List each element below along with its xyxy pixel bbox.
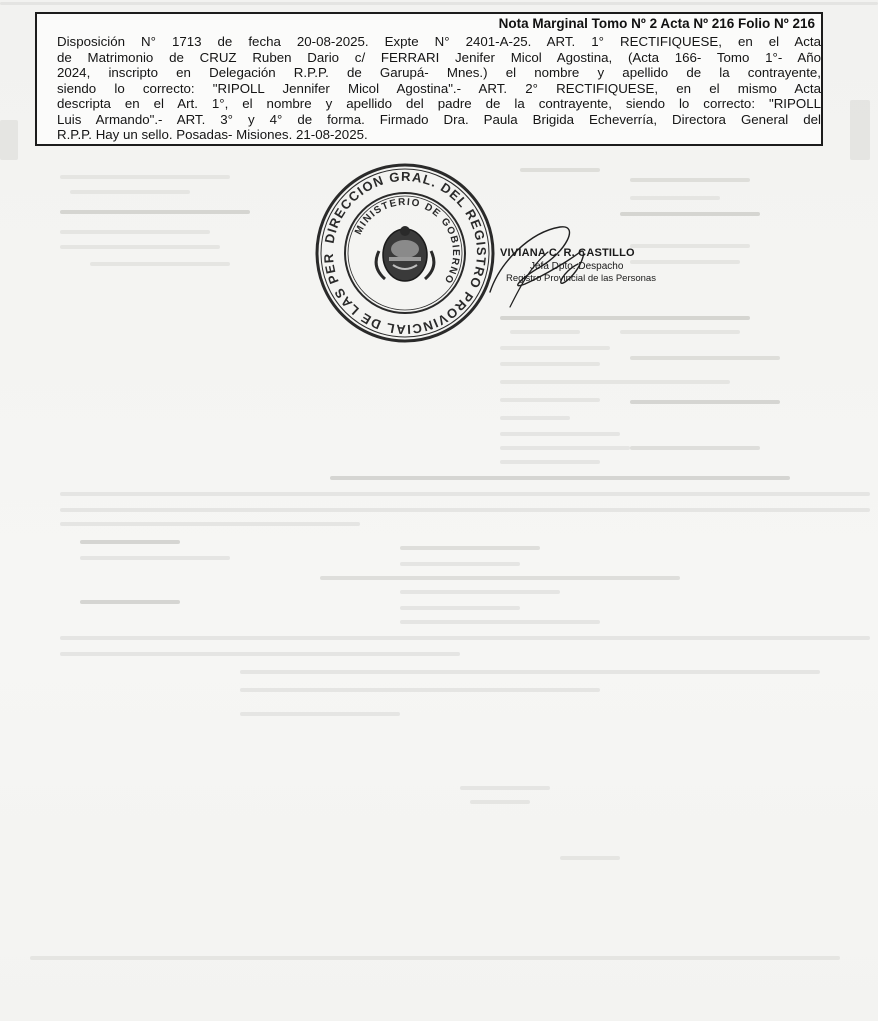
note-line-3: 2024, inscripto en Delegación R.P.P. de Garupá- Mnes.) el nombre y apellido de la contrayente, (57, 65, 821, 80)
official-seal-stamp (314, 162, 496, 344)
signer-name: VIVIANA C. R. CASTILLO (500, 247, 635, 259)
signer-role: Jefa Dpto. Despacho (530, 261, 624, 272)
signer-organization: Registro Provincial de las Personas (506, 273, 656, 284)
seal-icon (314, 162, 496, 344)
note-line-2: de Matrimonio de CRUZ Ruben Dario c/ FERRARI Jenifer Micol Agostina, (Acta 166- Tomo 1°- Año (57, 49, 821, 65)
note-line-5: descripta en el Art. 1°, el nombre y apellido del padre de la contrayente, siendo lo correcto: "RIPOLL (57, 96, 821, 111)
note-line-4: siendo lo correcto: "RIPOLL Jennifer Micol Agostina".- ART. 2° RECTIFIQUESE, en el mismo Acta (57, 80, 821, 96)
signature-block (500, 247, 710, 284)
marginal-note-box (35, 12, 823, 146)
svg-text:MINISTERIO DE GOBIERNO: MINISTERIO DE GOBIERNO (353, 196, 462, 286)
note-line-7: R.P.P. Hay un sello. Posadas- Misiones. 21-08-2025. (57, 127, 368, 142)
marginal-note-title: Nota Marginal Tomo Nº 2 Acta Nº 216 Folio Nº 216 (498, 16, 815, 31)
svg-text:DIRECCION GRAL. DEL REGISTRO P: DIRECCION GRAL. DEL REGISTRO PROVINCIAL DE LAS PER (320, 168, 490, 338)
note-line-1: Disposición N° 1713 de fecha 20-08-2025. Expte N° 2401-A-25. ART. 1° RECTIFIQUESE, en el Acta (57, 34, 821, 49)
marginal-note-body (57, 34, 821, 143)
note-line-6: Luis Armando".- ART. 3° y 4° de forma. Firmado Dra. Paula Brigida Echeverría, Directora General del (57, 111, 821, 127)
